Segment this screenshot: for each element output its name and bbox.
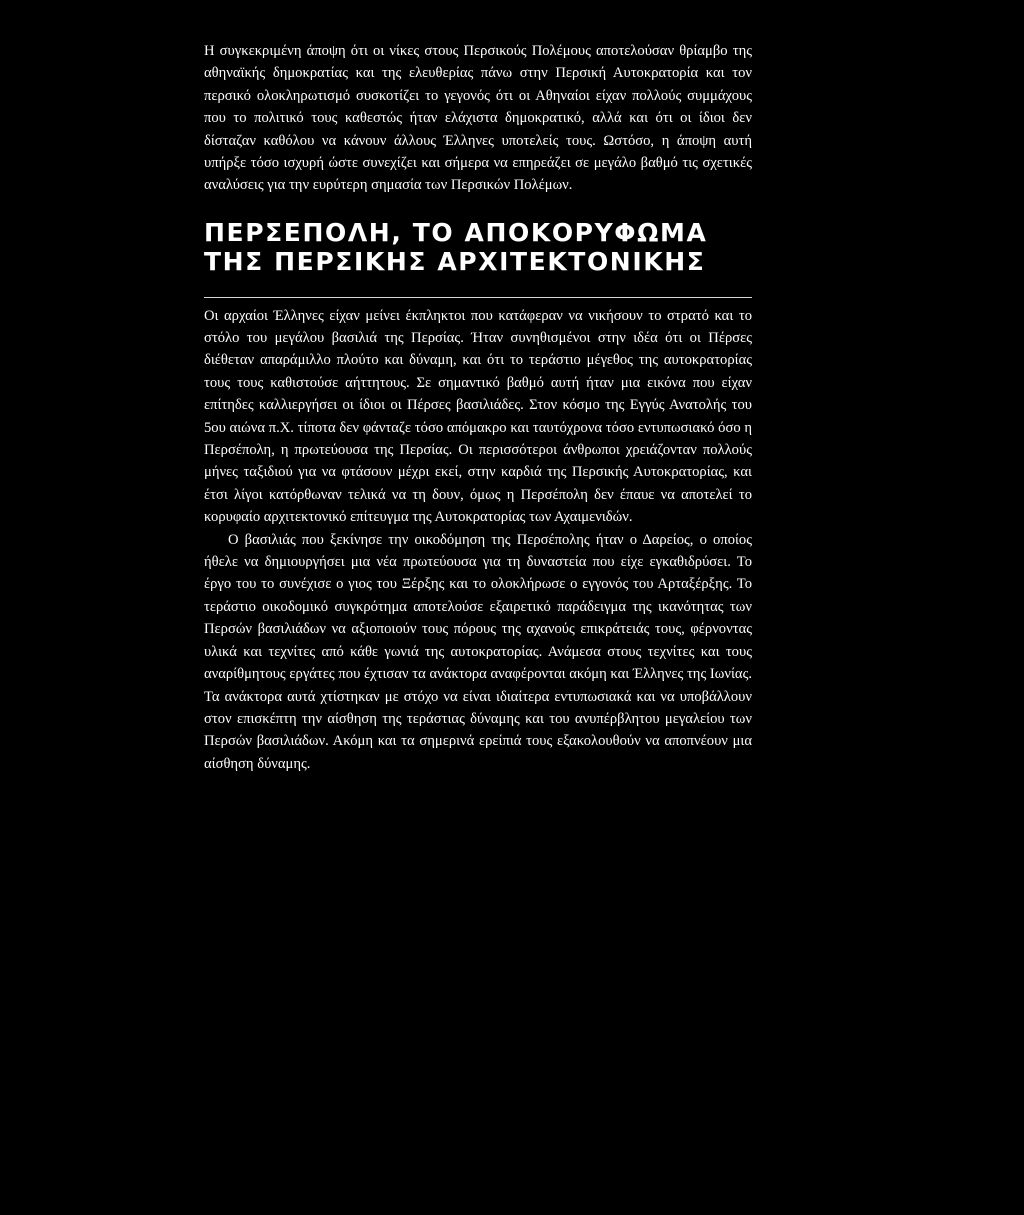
section-heading-line-2: ΤΗΣ ΠΕΡΣΙΚΗΣ ΑΡΧΙΤΕΚΤΟΝΙΚΗΣ [204,246,706,276]
heading-divider [204,297,752,298]
intro-paragraph: Η συγκεκριμένη άποψη ότι οι νίκες στους Περσικούς Πολέμους αποτελούσαν θρίαμβο της αθηναϊκής δημοκρατίας και της ελευθερίας πάνω στην Περσική Αυτοκρατορία και τον περσικό ολοκληρωτισμό συσκοτίζει το γεγονός ότι οι Αθηναίοι είχαν πολλούς συμμάχους που το πολιτικό τους καθεστώς ήταν ελάχιστα δημοκρατικό, αλλά και ότι οι ίδιοι δεν δίσταζαν καθόλου να κάνουν άλλους Έλληνες υποτελείς τους. Ωστόσο, η άποψη αυτή υπήρξε τόσο ισχυρή ώστε συνεχίζει και σήμερα να επηρεάζει σε μεγάλο βαθμό τις σχετικές αναλύσεις για την ευρύτερη σημασία των Περσικών Πολέμων. [204,43,752,194]
section-heading-line-1: ΠΕΡΣΕΠΟΛΗ, ΤΟ ΑΠΟΚΟΡΥΦΩΜΑ [204,217,708,247]
section-paragraph-1: Οι αρχαίοι Έλληνες είχαν μείνει έκπληκτοι που κατάφεραν να νικήσουν το στρατό και το στόλο του μεγάλου βασιλιά της Περσίας. Ήταν συνηθισμένοι στην ιδέα ότι οι Πέρσες διέθεταν απαράμιλλο πλούτο και δύναμη, και ότι το τεράστιο μέγεθος της αυτοκρατορίας τους τους καθιστούσε αήττητους. Σε σημαντικό βαθμό αυτή ήταν μια εικόνα που είχαν επίτηδες καλλιεργήσει οι ίδιοι οι Πέρσες βασιλιάδες. Στον κόσμο της Εγγύς Ανατολής του 5ου αιώνα π.Χ. τίποτα δεν φάνταζε τόσο απόμακρο και ταυτόχρονα τόσο εντυπωσιακό όσο η Περσέπολη, η πρωτεύουσα της Περσίας. Οι περισσότεροι άνθρωποι χρειάζονταν πολλούς μήνες ταξιδιού για να φτάσουν μέχρι εκεί, στην καρδιά της Περσικής Αυτοκρατορίας, και έτσι λίγοι κατόρθωναν τελικά να τη δουν, όμως η Περσέπολη δεν έπαυε να αποτελεί το κορυφαίο αρχιτεκτονικό επίτευγμα της Αυτοκρατορίας των Αχαιμενιδών. [204,307,752,526]
book-page [204,40,752,775]
section-heading [204,218,752,276]
section-paragraph-2: Ο βασιλιάς που ξεκίνησε την οικοδόμηση της Περσέπολης ήταν ο Δαρείος, ο οποίος ήθελε να δημιουργήσει μια νέα πρωτεύουσα για τη δυναστεία που είχε εγκαθιδρύσει. Το έργο του το συνέχισε ο γιος του Ξέρξης και το ολοκλήρωσε ο εγγονός του Αρταξέρξης. Το τεράστιο οικοδομικό συγκρότημα αποτελούσε εξαιρετικό παράδειγμα της ικανότητας των Περσών βασιλιάδων να αξιοποιούν τους πόρους της αχανούς επικράτειάς τους, φέρνοντας υλικά και τεχνίτες από κάθε γωνιά της αυτοκρατορίας. Ανάμεσα στους τεχνίτες και τους αναρίθμητους εργάτες που έχτισαν τα ανάκτορα αναφέρονται ακόμη και Έλληνες της Ιωνίας. Τα ανάκτορα αυτά χτίστηκαν με στόχο να είναι ιδιαίτερα εντυπωσιακά και να υποβάλλουν στον επισκέπτη την αίσθηση της τεράστιας δύναμης και του ανυπέρβλητου μεγαλείου των Περσών βασιλιάδων. Ακόμη και τα σημερινά ερείπιά τους εξακολουθούν να αποπνέουν μια αίσθηση δύναμης. [204,531,752,772]
